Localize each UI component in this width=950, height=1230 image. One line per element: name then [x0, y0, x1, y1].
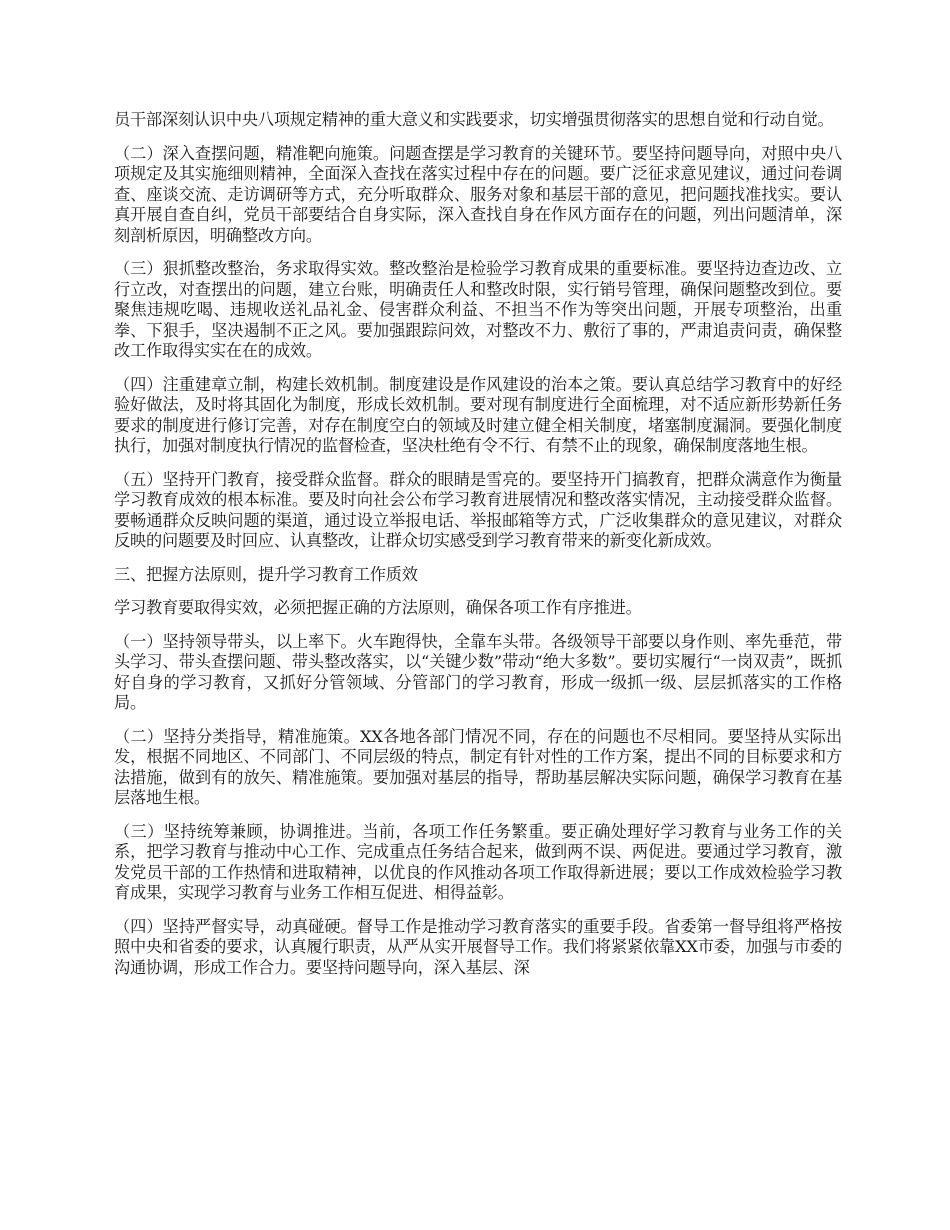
paragraph-principle-2: （二）坚持分类指导，精准施策。XX各地各部门情况不同，存在的问题也不尽相同。要坚持从实际出发，根据不同地区、不同部门、不同层级的特点，制定有针对性的工作方案，提出不同的目标要求和方法措施，做到有的放矢、精准施策。要加强对基层的指导，帮助基层解决实际问题，确保学习教育在基层落地生根。 [114, 726, 842, 807]
paragraph-principle-3: （三）坚持统筹兼顾，协调推进。当前，各项工作任务繁重。要正确处理好学习教育与业务工作的关系，把学习教育与推动中心工作、完成重点任务结合起来，做到两不误、两促进。要通过学习教育，激发党员干部的工作热情和进取精神，以优良的作风推动各项工作取得新进展；要以工作成效检验学习教育成果，实现学习教育与业务工作相互促进、相得益彰。 [114, 821, 842, 902]
paragraph-principle-1: （一）坚持领导带头，以上率下。火车跑得快，全靠车头带。各级领导干部要以身作则、率先垂范，带头学习、带头查摆问题、带头整改落实，以“关键少数”带动“绝大多数”。要切实履行“一岗双责”，既抓好自身的学习教育，又抓好分管领域、分管部门的学习教育，形成一级抓一级、层层抓落实的工作格局。 [114, 631, 842, 712]
paragraph-section-4: （四）注重建章立制，构建长效机制。制度建设是作风建设的治本之策。要认真总结学习教育中的好经验好做法，及时将其固化为制度，形成长效机制。要对现有制度进行全面梳理，对不适应新形势新任务要求的制度进行修订完善，对存在制度空白的领域及时建立健全相关制度，堵塞制度漏洞。要强化制度执行，加强对制度执行情况的监督检查，坚决杜绝有令不行、有禁不止的现象，确保制度落地生根。 [114, 374, 842, 455]
paragraph-intro: 学习教育要取得实效，必须把握正确的方法原则，确保各项工作有序推进。 [114, 598, 642, 617]
document-page [114, 110, 842, 991]
section-heading-three: 三、把握方法原则，提升学习教育工作质效 [114, 564, 418, 584]
paragraph-continuation: 员干部深刻认识中央八项规定精神的重大意义和实践要求，切实增强贯彻落实的思想自觉和行动自觉。 [114, 110, 834, 129]
paragraph-section-5: （五）坚持开门教育，接受群众监督。群众的眼睛是雪亮的。要坚持开门搞教育，把群众满意作为衡量学习教育成效的根本标准。要及时向社会公布学习教育进展情况和整改落实情况，主动接受群众监督。要畅通群众反映问题的渠道，通过设立举报电话、举报邮箱等方式，广泛收集群众的意见建议，对群众反映的问题要及时回应、认真整改，让群众切实感受到学习教育带来的新变化新成效。 [114, 469, 842, 550]
paragraph-principle-4: （四）坚持严督实导，动真碰硬。督导工作是推动学习教育落实的重要手段。省委第一督导组将严格按照中央和省委的要求，认真履行职责，从严从实开展督导工作。我们将紧紧依靠XX市委，加强与市委的沟通协调，形成工作合力。要坚持问题导向，深入基层、深 [114, 916, 842, 977]
paragraph-section-2: （二）深入查摆问题，精准靶向施策。问题查摆是学习教育的关键环节。要坚持问题导向，对照中央八项规定及其实施细则精神，全面深入查找在落实过程中存在的问题。要广泛征求意见建议，通过问卷调查、座谈交流、走访调研等方式，充分听取群众、服务对象和基层干部的意见，把问题找准找实。要认真开展自查自纠，党员干部要结合自身实际，深入查找自身在作风方面存在的问题，列出问题清单，深刻剖析原因，明确整改方向。 [114, 143, 842, 245]
paragraph-section-3: （三）狠抓整改整治，务求取得实效。整改整治是检验学习教育成果的重要标准。要坚持边查边改、立行立改，对查摆出的问题，建立台账，明确责任人和整改时限，实行销号管理，确保问题整改到位。要聚焦违规吃喝、违规收送礼品礼金、侵害群众利益、不担当不作为等突出问题，开展专项整治，出重拳、下狠手，坚决遏制不正之风。要加强跟踪问效，对整改不力、敷衍了事的，严肃追责问责，确保整改工作取得实实在在的成效。 [114, 259, 842, 360]
